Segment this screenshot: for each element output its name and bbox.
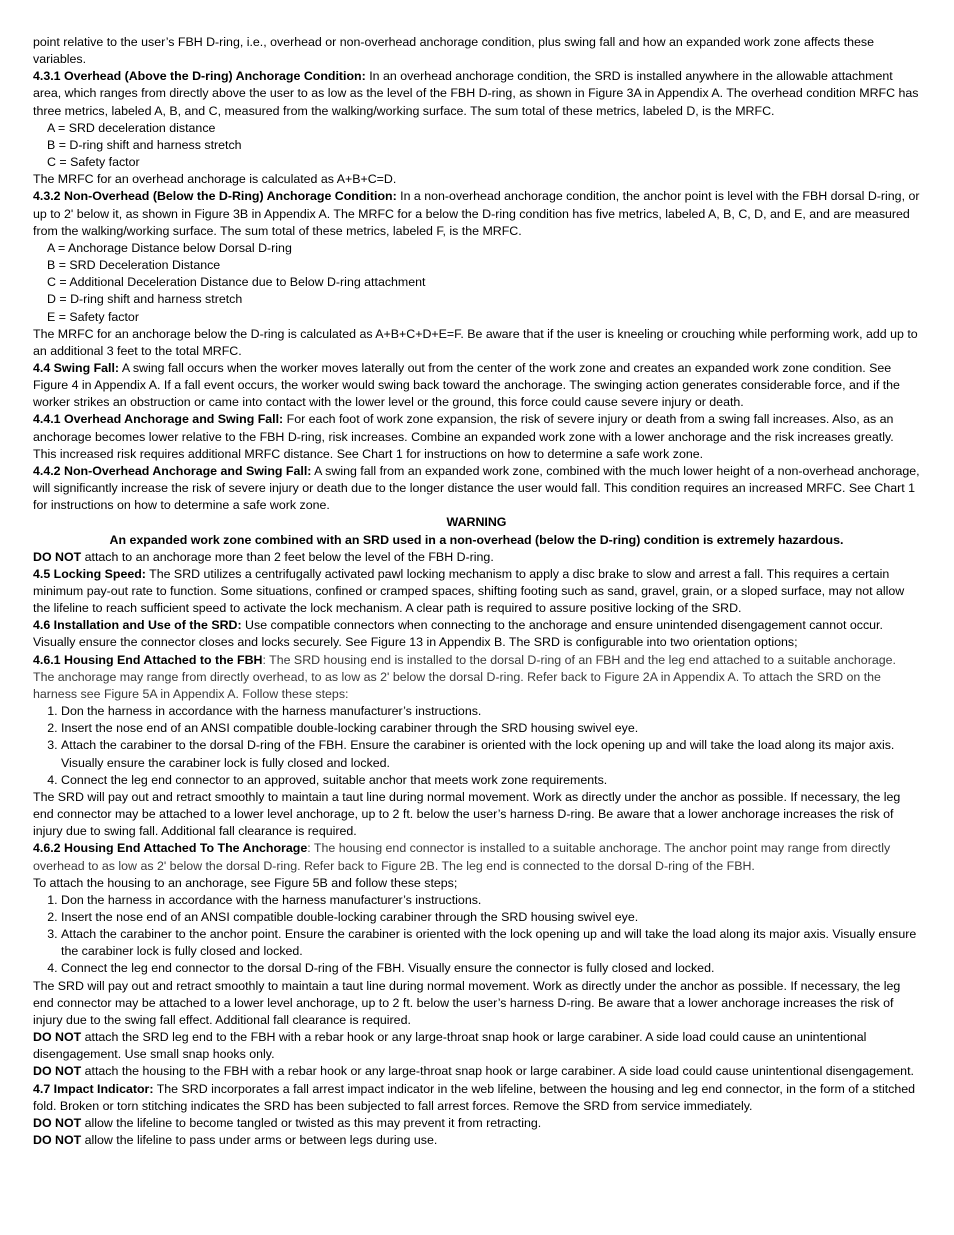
section-4-4-2 <box>33 463 920 514</box>
overhead-calculation: The MRFC for an overhead anchorage is calculated as A+B+C=D. <box>33 172 397 187</box>
do-not-text: attach to an anchorage more than 2 feet below the level of the FBH D-ring. <box>81 549 494 564</box>
do-not-label: DO NOT <box>33 549 82 564</box>
do-not-label: DO NOT <box>33 1115 82 1130</box>
non-overhead-calculation: The MRFC for an anchorage below the D-ring is calculated as A+B+C+D+E=F. Be aware that if the user is kneeling or crouching while performing work, add up to an additional 3 feet to the total MRFC. <box>33 326 918 358</box>
section-4-3-1 <box>33 68 920 119</box>
section-text: In a non-overhead anchorage condition, the anchor point is level with the FBH dorsal D-ring, or up to 2' below it, as shown in Figure 3B in Appendix A. The MRFC for a below the D-ring condition has five metrics, labeled A, B, C, D, and E, and are measured from the walking/working surface. The sum total of these metrics, labeled F, is the MRFC. <box>33 189 920 238</box>
intro-paragraph: point relative to the user’s FBH D-ring, i.e., overhead or non-overhead anchorage condition, plus swing fall and how an expanded work zone affects these variables. <box>33 35 875 67</box>
do-not-label: DO NOT <box>33 1133 82 1147</box>
section-text: A swing fall from an expanded work zone, combined with the much lower height of a non-overhead anchorage, will significantly increase the risk of severe injury or death due to the longer distance the user would fall. This condition requires an increased MRFC. See Chart 1 for instructions on how to determine a safe work zone. <box>33 463 920 513</box>
list-item: 1. Don the harness in accordance with the harness manufacturer’s instructions. <box>61 703 920 720</box>
section-4-6-2-followup: The SRD will pay out and retract smoothly to maintain a taut line during normal movement. Work as directly under the anchor as possible. If necessary, the leg end connector may be attached to a lower level anchorage, up to 2 ft. below the user’s harness D-ring. Be aware that a lower anchorage increases the risk of injury due to the swing fall effect. Additional fall clearance is required. <box>33 978 901 1027</box>
section-heading: 4.5 Locking Speed: <box>33 566 146 581</box>
list-item: 2. Insert the nose end of an ANSI compatible double-locking carabiner through the SRD housing swivel eye. <box>61 909 920 926</box>
section-text: In an overhead anchorage condition, the SRD is installed anywhere in the allowable attachment area, which ranges from directly above the user to as low as the level of the FBH D-ring, as shown in Figure 3A in Appendix A. The overhead condition MRFC has three metrics, labeled A, B, and C, measured from the walking/working surface. The sum total of these metrics, labeled D, is the MRFC. <box>33 69 919 118</box>
do-not-note <box>33 1063 920 1080</box>
section-heading: 4.6.2 Housing End Attached To The Anchorage <box>33 841 308 856</box>
section-4-6-1 <box>33 652 920 703</box>
do-not-text: attach the housing to the FBH with a rebar hook or any large-throat snap hook or large carabiner. A side load could cause unintentional disengagement. <box>81 1064 914 1079</box>
warning-text: An expanded work zone combined with an SRD used in a non-overhead (below the D-ring) condition is extremely hazardous. <box>109 532 844 547</box>
metric-item: B = D-ring shift and harness stretch <box>47 137 242 152</box>
section-4-7 <box>33 1081 920 1115</box>
section-4-5 <box>33 566 920 617</box>
do-not-label: DO NOT <box>33 1064 82 1079</box>
list-item: 2. Insert the nose end of an ANSI compatible double-locking carabiner through the SRD housing swivel eye. <box>61 720 920 737</box>
do-not-note <box>33 549 920 566</box>
section-text: The SRD incorporates a fall arrest impact indicator in the web lifeline, between the housing and leg end connector, in the form of a stitched fold. Broken or torn stitching indicates the SRD has been subjected to fall arrest forces. Remove the SRD from service immediately. <box>33 1081 916 1113</box>
metric-item: C = Additional Deceleration Distance due to Below D-ring attachment <box>47 275 426 290</box>
section-text: : The housing end connector is installed to a suitable anchorage. The anchor point may range from directly overhead to as low as 2' below the dorsal D-ring. Refer back to Figure 2B. The leg end is connected to the dorsal D-ring of the FBH. <box>33 841 891 873</box>
steps-list-housing-to-anchorage <box>33 892 920 978</box>
section-text: Use compatible connectors when connecting to the anchorage and ensure unintended disengagement cannot occur. Visually ensure the connector closes and locks securely. See Figure 13 in Appendix B. The SRD is configurable into two orientation options; <box>33 618 883 650</box>
metric-item: C = Safety factor <box>47 155 140 170</box>
section-text: For each foot of work zone expansion, the risk of severe injury or death from a swing fall increases. Also, as an anchorage becomes lower relative to the FBH D-ring, risk increases. Combine an expanded work zone with a lower anchorage and the risk increases greatly. This increased risk requires additional MRFC distance. See Chart 1 for instructions on how to determine a safe work zone. <box>33 412 894 461</box>
section-4-6-2 <box>33 840 920 874</box>
section-4-6-1-followup: The SRD will pay out and retract smoothly to maintain a taut line during normal movement. Work as directly under the anchor as possible. If necessary, the leg end connector may be attached to a lower level anchorage, up to 2 ft. below the user’s harness D-ring. Be aware that a lower anchorage increases the risk of injury due to swing fall. Additional fall clearance is required. <box>33 789 901 839</box>
steps-lead: To attach the housing to an anchorage, see Figure 5B and follow these steps; <box>33 875 458 890</box>
do-not-text: allow the lifeline to pass under arms or between legs during use. <box>81 1133 438 1147</box>
metric-item: A = SRD deceleration distance <box>47 120 216 135</box>
section-heading: 4.4 Swing Fall: <box>33 360 120 375</box>
section-4-6 <box>33 617 920 651</box>
metric-item: B = SRD Deceleration Distance <box>47 258 221 273</box>
section-heading: 4.7 Impact Indicator: <box>33 1081 154 1096</box>
section-4-4 <box>33 360 920 411</box>
list-item: 4. Connect the leg end connector to an approved, suitable anchor that meets work zone requirements. <box>61 772 920 789</box>
metric-item: D = D-ring shift and harness stretch <box>47 292 243 307</box>
section-heading: 4.3.1 Overhead (Above the D-ring) Anchorage Condition: <box>33 69 366 84</box>
section-text: The SRD utilizes a centrifugally activated pawl locking mechanism to apply a disc brake to slow and arrest a fall. This requires a certain minimum pay-out rate to function. Some situations, confined or cramped spaces, shifting footing such as sand, gravel, grain, or a sloped surface, may not allow the lifeline to reach sufficient speed to activate the lock mechanism. A clear path is required to assure positive locking of the SRD. <box>33 566 905 616</box>
section-heading: 4.6.1 Housing End Attached to the FBH <box>33 652 263 667</box>
do-not-note <box>33 1029 920 1063</box>
do-not-text: attach the SRD leg end to the FBH with a rebar hook or any large-throat snap hook or large carabiner. A side load could cause an unintentional disengagement. Use small snap hooks only. <box>33 1030 867 1062</box>
list-item: 1. Don the harness in accordance with the harness manufacturer’s instructions. <box>61 892 920 909</box>
metric-item: A = Anchorage Distance below Dorsal D-ring <box>47 240 292 255</box>
do-not-note <box>33 1132 920 1149</box>
list-item: 3. Attach the carabiner to the anchor point. Ensure the carabiner is oriented with the lock opening up and will take the load along its major axis. Visually ensure the carabiner lock is fully closed and locked. <box>61 926 920 960</box>
section-heading: 4.6 Installation and Use of the SRD: <box>33 618 242 633</box>
list-item: 4. Connect the leg end connector to the dorsal D-ring of the FBH. Visually ensure the connector is fully closed and locked. <box>61 960 920 977</box>
metric-item: E = Safety factor <box>47 309 139 324</box>
section-text: A swing fall occurs when the worker moves laterally out from the center of the work zone and creates an expanded work zone condition. See Figure 4 in Appendix A. If a fall event occurs, the worker would swing back toward the anchorage. The swinging action generates considerable force, and if the worker strikes an obstruction or came into contact with the lower level or the ground, this force could cause severe injury or death. <box>33 360 900 410</box>
list-item: 3. Attach the carabiner to the dorsal D-ring of the FBH. Ensure the carabiner is oriented with the lock opening up and will take the load along its major axis. Visually ensure the carabiner lock is fully closed and locked. <box>61 737 920 771</box>
section-4-3-2 <box>33 188 920 239</box>
do-not-note <box>33 1115 920 1132</box>
section-heading: 4.4.1 Overhead Anchorage and Swing Fall: <box>33 412 284 427</box>
section-heading: 4.4.2 Non-Overhead Anchorage and Swing Fall: <box>33 463 312 478</box>
do-not-text: allow the lifeline to become tangled or twisted as this may prevent it from retracting. <box>81 1115 542 1130</box>
steps-list-housing-to-fbh <box>33 703 920 789</box>
section-heading: 4.3.2 Non-Overhead (Below the D-Ring) Anchorage Condition: <box>33 189 397 204</box>
section-text: : The SRD housing end is installed to the dorsal D-ring of an FBH and the leg end attached to a suitable anchorage. The anchorage may range from directly overhead, to as low as 2' below the dorsal D-ring. Refer back to Figure 2A in Appendix A. To attach the SRD on the harness see Figure 5A in Appendix A. Follow these steps: <box>33 652 896 701</box>
section-4-4-1 <box>33 411 920 462</box>
warning-title: WARNING <box>446 515 507 530</box>
do-not-label: DO NOT <box>33 1030 82 1045</box>
